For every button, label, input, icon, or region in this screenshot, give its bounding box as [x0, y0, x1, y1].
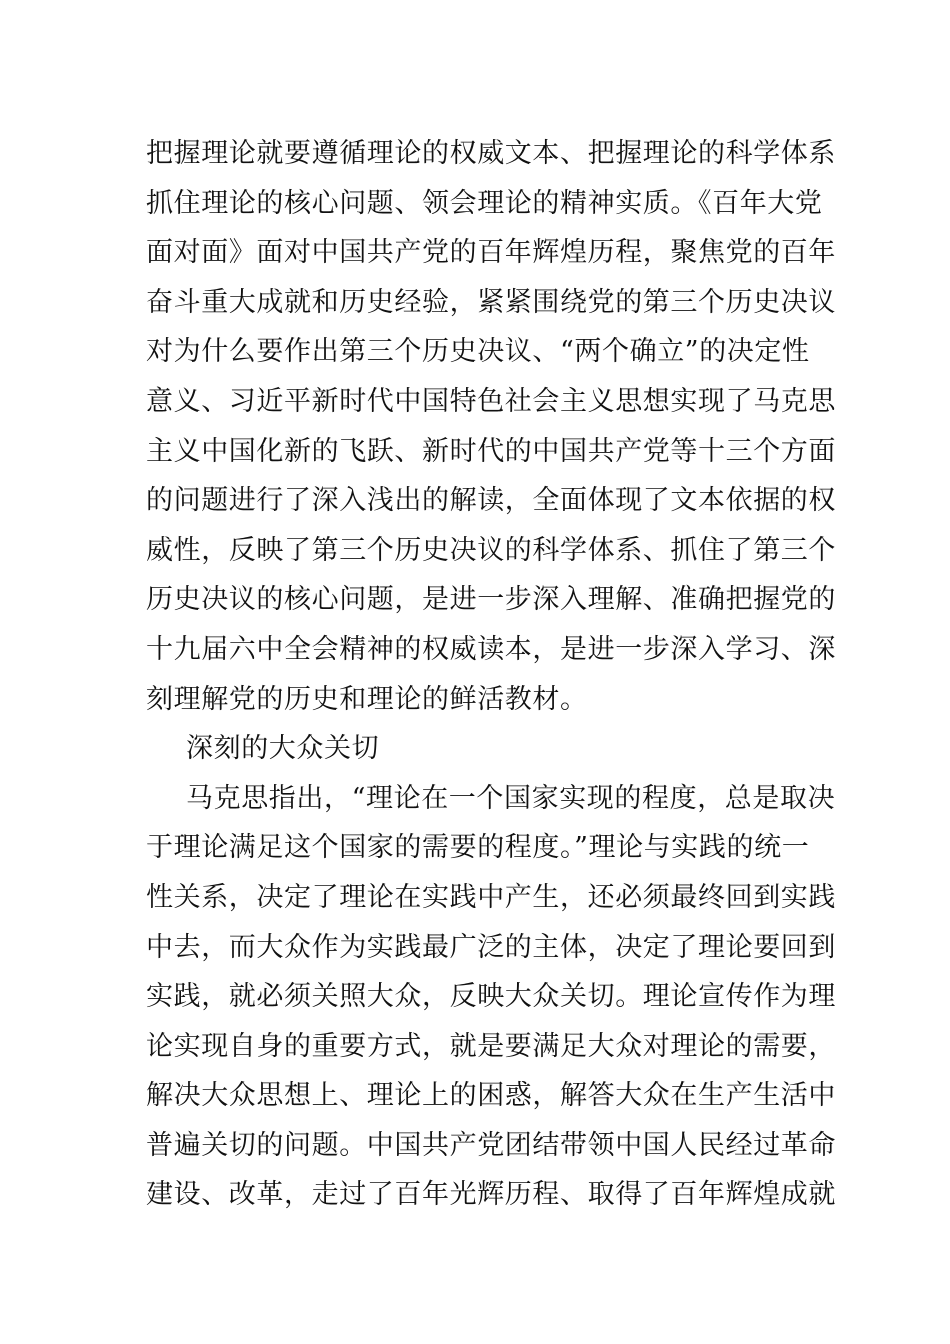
text-line: 普遍关切的问题。中国共产党团结带领中国人民经过革命: [146, 1129, 836, 1161]
text-line: 刻理解党的历史和理论的鲜活教材。: [146, 683, 588, 715]
text-line: 面对面》面对中国共产党的百年辉煌历程，聚焦党的百年: [146, 237, 836, 269]
text-line: 意义、习近平新时代中国特色社会主义思想实现了马克思: [146, 385, 836, 417]
text-line: 十九届六中全会精神的权威读本，是进一步深入学习、深: [146, 633, 836, 665]
text-line: 对为什么要作出第三个历史决议、“两个确立”的决定性: [146, 336, 810, 368]
text-line: 奋斗重大成就和历史经验，紧紧围绕党的第三个历史决议: [146, 286, 836, 318]
text-line: 抓住理论的核心问题、领会理论的精神实质。《百年大党: [146, 187, 823, 219]
text-line: 中去，而大众作为实践最广泛的主体，决定了理论要回到: [146, 931, 836, 963]
text-line: 于理论满足这个国家的需要的程度。”理论与实践的统一: [146, 832, 810, 864]
text-line: 的问题进行了深入浅出的解读，全面体现了文本依据的权: [146, 485, 836, 517]
text-line: 解决大众思想上、理论上的困惑，解答大众在生产生活中: [146, 1080, 836, 1112]
text-line: 主义中国化新的飞跃、新时代的中国共产党等十三个方面: [146, 435, 836, 467]
text-line: 论实现自身的重要方式，就是要满足大众对理论的需要，: [146, 1030, 836, 1062]
body-text: [146, 129, 836, 1220]
text-line: 历史决议的核心问题，是进一步深入理解、准确把握党的: [146, 584, 836, 616]
section-heading: 深刻的大众关切: [186, 733, 380, 765]
text-line: 性关系，决定了理论在实践中产生，还必须最终回到实践: [146, 881, 836, 913]
text-line: 马克思指出，“理论在一个国家实现的程度，总是取决: [186, 782, 836, 814]
text-line: 把握理论就要遵循理论的权威文本、把握理论的科学体系: [146, 138, 836, 169]
text-line: 威性，反映了第三个历史决议的科学体系、抓住了第三个: [146, 534, 836, 566]
text-line: 实践，就必须关照大众，反映大众关切。理论宣传作为理: [146, 981, 836, 1013]
text-line: 建设、改革，走过了百年光辉历程、取得了百年辉煌成就: [146, 1179, 836, 1211]
